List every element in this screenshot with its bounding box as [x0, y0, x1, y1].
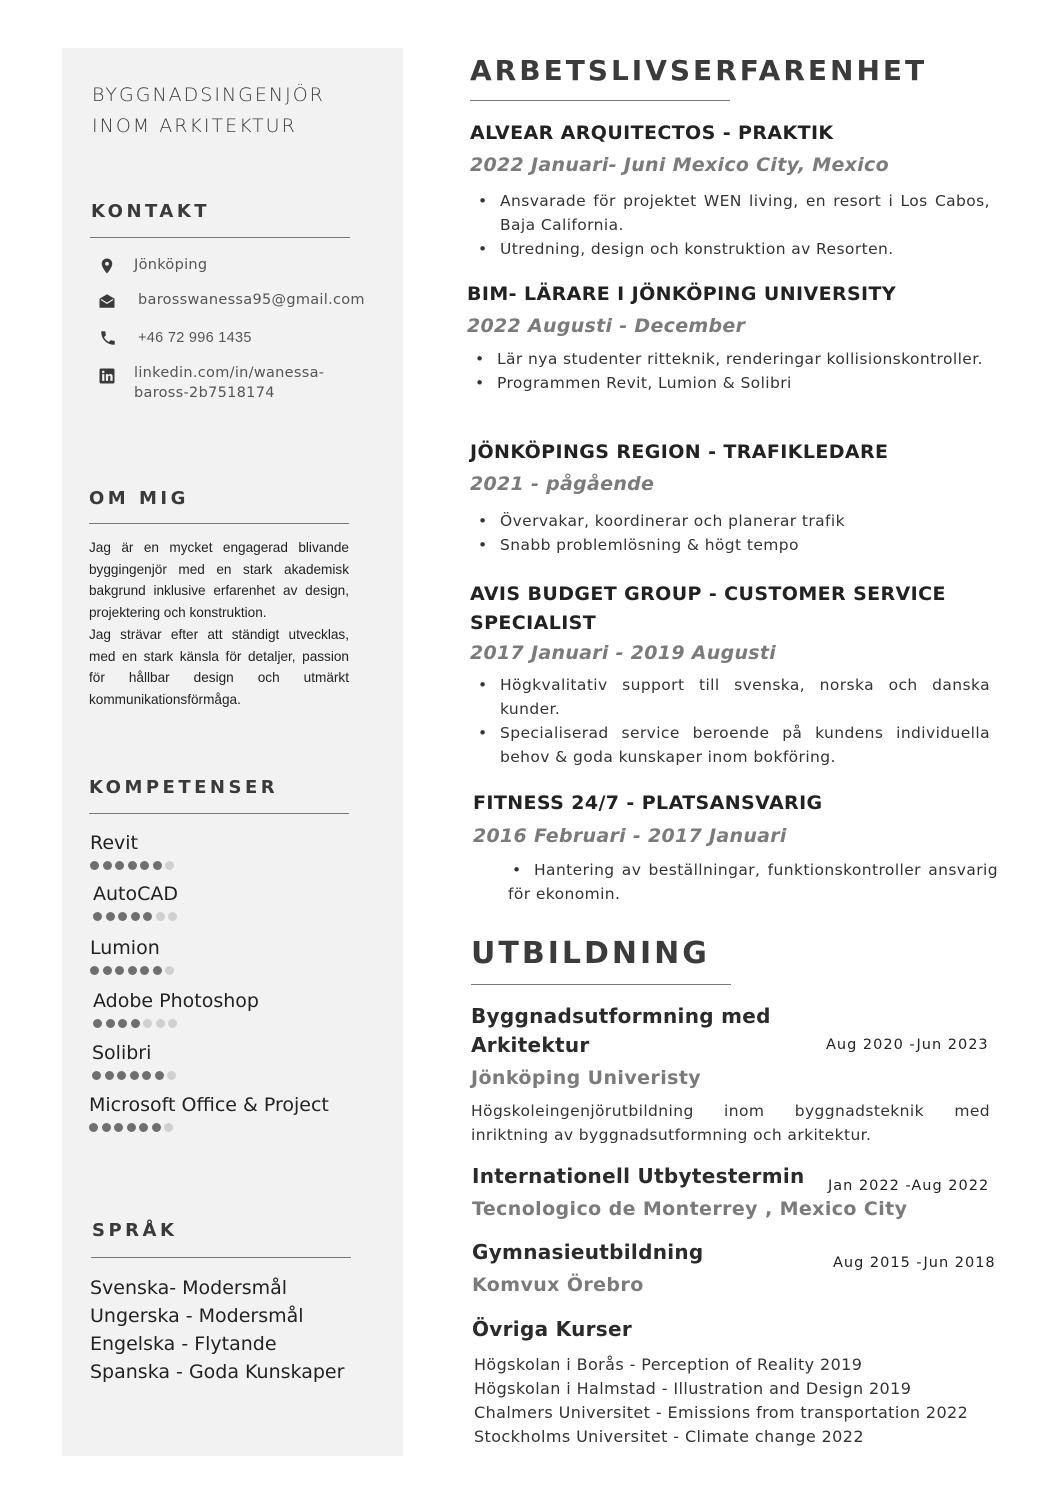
language-item: Svenska- Modersmål [90, 1277, 288, 1299]
job-bullet: • Övervakar, koordinerar och planerar trafik [470, 509, 990, 533]
rating-dot-filled [114, 1123, 123, 1132]
rating-dot-filled [93, 1019, 102, 1028]
rating-dot-filled [115, 861, 124, 870]
job-title-line2: SPECIALIST [470, 612, 597, 634]
rating-dot-filled [93, 912, 102, 921]
contact-linkedin-line2: baross-2b7518174 [134, 385, 275, 401]
job-bullet: • Specialiserad service beroende på kundens individuella behov & goda kunskaper inom bokföring. [470, 721, 990, 769]
rating-dot-filled [92, 1071, 101, 1080]
contact-heading: KONTAKT [91, 201, 211, 222]
rating-dot-filled [131, 912, 140, 921]
rating-dot-filled [140, 861, 149, 870]
language-item: Spanska - Goda Kunskaper [90, 1361, 345, 1383]
rating-dot-filled [90, 861, 99, 870]
about-text [89, 537, 349, 711]
job-bullet: • Högkvalitativ support till svenska, norska och danska kunder. [470, 673, 990, 721]
skill-rating [93, 1019, 177, 1028]
location-pin-icon [98, 257, 116, 275]
education-dates: Jan 2022 -Aug 2022 [828, 1178, 990, 1194]
job-bullet: • Lär nya studenter ritteknik, renderingar kollisionskontroller. [467, 347, 987, 371]
rating-dot-filled [128, 861, 137, 870]
course-item: Chalmers Universitet - Emissions from transportation 2022 [474, 1403, 969, 1422]
education-heading: UTBILDNING [471, 936, 710, 971]
contact-divider [90, 237, 350, 238]
education-school: Tecnologico de Monterrey , Mexico City [472, 1198, 908, 1220]
rating-dot-filled [89, 1123, 98, 1132]
job-dates: 2022 Januari- Juni Mexico City, Mexico [470, 154, 889, 176]
rating-dot-filled [127, 1123, 136, 1132]
contact-email[interactable]: barosswanessa95@gmail.com [138, 292, 365, 308]
rating-dot-empty [168, 912, 177, 921]
job-dates: 2017 Januari - 2019 Augusti [470, 642, 777, 664]
rating-dot-filled [152, 1123, 161, 1132]
rating-dot-empty [167, 1071, 176, 1080]
rating-dot-filled [118, 912, 127, 921]
job-role-line2: INOM ARKITEKTUR [92, 115, 297, 137]
job-title: FITNESS 24/7 - PLATSANSVARIG [473, 792, 823, 814]
education-school: Jönköping Univeristy [471, 1067, 702, 1089]
education-title [471, 1002, 771, 1060]
education-title-line1: Byggnadsutformning med [471, 1004, 771, 1028]
education-school: Komvux Örebro [472, 1274, 644, 1296]
rating-dot-empty [156, 912, 165, 921]
job-bullet: • Programmen Revit, Lumion & Solibri [467, 371, 987, 395]
job-bullets [470, 189, 990, 261]
rating-dot-filled [106, 1019, 115, 1028]
rating-dot-empty [168, 1019, 177, 1028]
rating-dot-filled [90, 966, 99, 975]
rating-dot-filled [143, 912, 152, 921]
job-title-line1: AVIS BUDGET GROUP - CUSTOMER SERVICE [470, 583, 946, 605]
job-bullet: • Snabb problemlösning & högt tempo [470, 533, 990, 557]
skill-name: Microsoft Office & Project [89, 1094, 329, 1116]
job-bullets [478, 858, 998, 906]
job-dates: 2021 - pågående [470, 473, 655, 495]
job-title: ALVEAR ARQUITECTOS - PRAKTIK [470, 122, 834, 144]
experience-heading: ARBETSLIVSERFARENHET [470, 54, 928, 87]
skill-name: Lumion [90, 937, 160, 959]
skill-name: Revit [90, 832, 139, 854]
rating-dot-empty [164, 1123, 173, 1132]
skill-name: Solibri [92, 1042, 152, 1064]
about-divider [89, 523, 349, 524]
skill-name: AutoCAD [93, 883, 179, 905]
contact-linkedin-line1: linkedin.com/in/wanessa- [134, 365, 325, 381]
rating-dot-filled [153, 966, 162, 975]
envelope-icon [98, 292, 116, 310]
rating-dot-filled [102, 1123, 111, 1132]
contact-location: Jönköping [134, 257, 208, 273]
rating-dot-filled [103, 861, 112, 870]
phone-icon [99, 329, 117, 347]
education-dates: Aug 2015 -Jun 2018 [833, 1255, 996, 1271]
education-title: Gymnasieutbildning [472, 1240, 704, 1264]
rating-dot-empty [165, 966, 174, 975]
rating-dot-filled [105, 1071, 114, 1080]
languages-divider [91, 1257, 351, 1258]
language-item: Ungerska - Modersmål [90, 1305, 304, 1327]
education-title: Internationell Utbytestermin [472, 1164, 805, 1188]
job-bullets [470, 673, 990, 769]
job-bullet: • Hantering av beställningar, funktionskontroller ansvarig för ekonomin. [478, 858, 998, 906]
job-role [92, 80, 325, 142]
rating-dot-filled [117, 1071, 126, 1080]
rating-dot-filled [118, 1019, 127, 1028]
education-dates: Aug 2020 -Jun 2023 [826, 1037, 989, 1053]
skill-rating [90, 966, 174, 975]
contact-phone[interactable]: +46 72 996 1435 [138, 330, 252, 346]
rating-dot-filled [115, 966, 124, 975]
course-item: Högskolan i Borås - Perception of Reality 2019 [474, 1355, 863, 1374]
about-paragraph-2: Jag strävar efter att ständigt utvecklas, med en stark känsla för detaljer, passion för hållbar design och utmärkt kommunikationsförmåga. [89, 626, 349, 707]
skill-rating [93, 912, 177, 921]
languages-heading: SPRÅK [92, 1220, 178, 1241]
linkedin-icon [98, 367, 116, 385]
courses-heading: Övriga Kurser [472, 1317, 633, 1341]
skill-rating [89, 1123, 173, 1132]
education-description: Högskoleingenjörutbildning inom byggnadsteknik med inriktning av byggnadsutformning och arkitektur. [471, 1102, 990, 1144]
job-bullet: • Ansvarade för projektet WEN living, en resort i Los Cabos, Baja California. [470, 189, 990, 237]
education-title-line2: Arkitektur [471, 1033, 590, 1057]
rating-dot-filled [106, 912, 115, 921]
rating-dot-filled [128, 966, 137, 975]
education-divider [471, 984, 731, 985]
courses-list [474, 1353, 968, 1449]
rating-dot-empty [143, 1019, 152, 1028]
languages-list [90, 1274, 344, 1386]
rating-dot-filled [130, 1071, 139, 1080]
skill-rating [92, 1071, 176, 1080]
rating-dot-filled [140, 966, 149, 975]
job-role-line1: BYGGNADSINGENJÖR [92, 84, 325, 106]
job-title [470, 580, 946, 638]
rating-dot-filled [153, 861, 162, 870]
skill-name: Adobe Photoshop [93, 990, 259, 1012]
about-paragraph-1: Jag är en mycket engagerad blivande byggingenjör med en stark akademisk bakgrund inklusive erfarenhet av design, projektering och konstruktion. [89, 540, 349, 621]
job-dates: 2016 Februari - 2017 Januari [473, 825, 787, 847]
rating-dot-empty [165, 861, 174, 870]
job-dates: 2022 Augusti - December [467, 315, 746, 337]
job-title: BIM- LÄRARE I JÖNKÖPING UNIVERSITY [467, 283, 897, 305]
course-item: Stockholms Universitet - Climate change 2022 [474, 1427, 864, 1446]
job-bullets [467, 347, 987, 395]
experience-divider [470, 100, 730, 101]
skills-heading: KOMPETENSER [89, 777, 279, 798]
skills-divider [89, 813, 349, 814]
rating-dot-filled [142, 1071, 151, 1080]
skill-rating [90, 861, 174, 870]
rating-dot-filled [139, 1123, 148, 1132]
rating-dot-filled [155, 1071, 164, 1080]
course-item: Högskolan i Halmstad - Illustration and Design 2019 [474, 1379, 912, 1398]
language-item: Engelska - Flytande [90, 1333, 277, 1355]
contact-linkedin[interactable] [134, 363, 324, 403]
job-bullet: • Utredning, design och konstruktion av Resorten. [470, 237, 990, 261]
rating-dot-empty [156, 1019, 165, 1028]
about-heading: OM MIG [89, 488, 189, 509]
rating-dot-filled [103, 966, 112, 975]
rating-dot-filled [131, 1019, 140, 1028]
job-bullets [470, 509, 990, 557]
job-title: JÖNKÖPINGS REGION - TRAFIKLEDARE [470, 441, 889, 463]
